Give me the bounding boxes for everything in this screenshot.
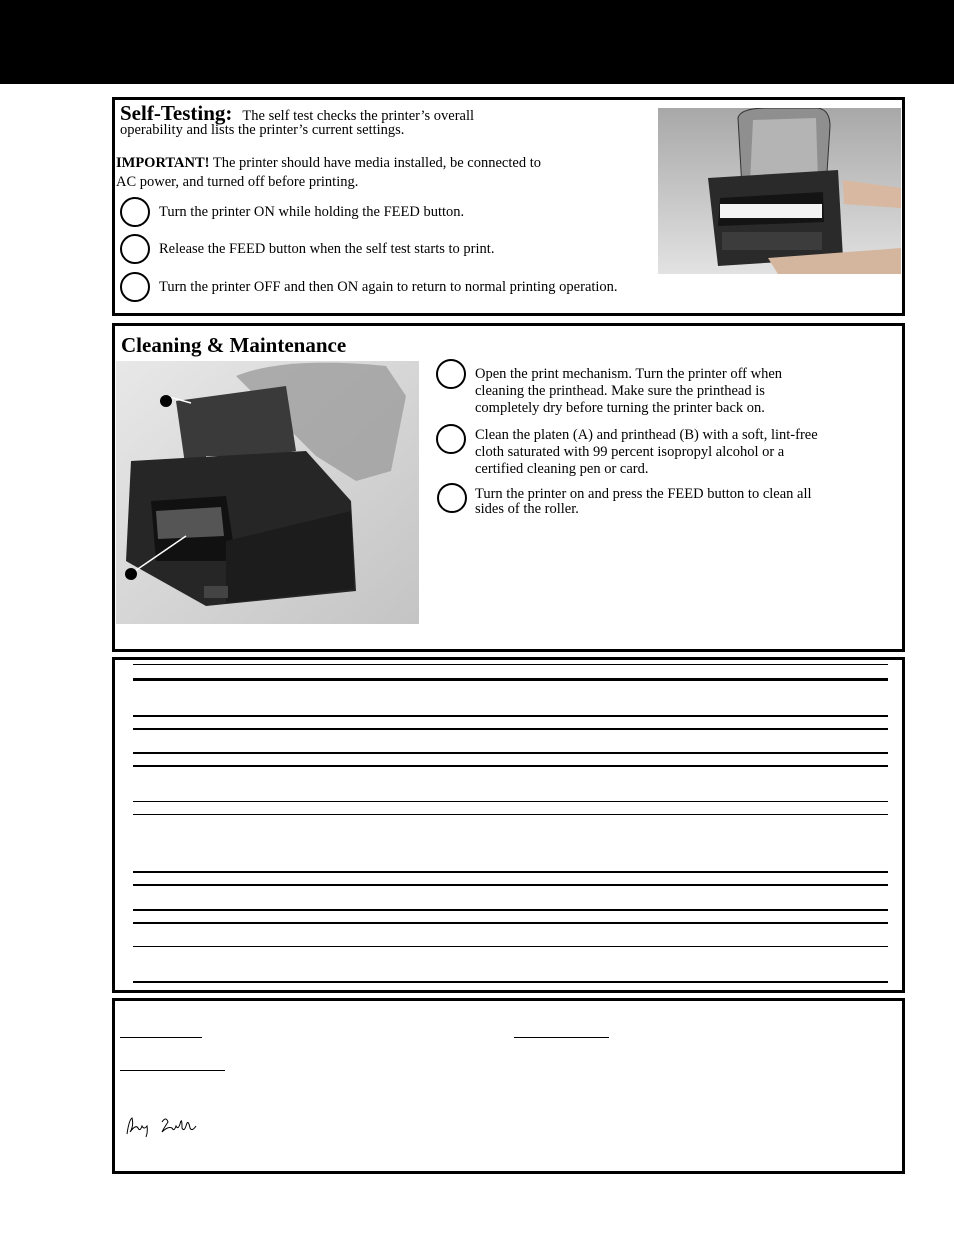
cleaning-step-circle-2 [436,424,466,454]
field-underline [514,1037,609,1038]
self-testing-intro-line2: operability and lists the printer’s current settings. [120,122,405,138]
important-text: The printer should have media installed, be connected to [209,155,541,171]
self-testing-intro: The self test checks the printer’s overall [242,108,475,124]
table-rule [133,909,888,911]
important-note [116,155,541,172]
self-testing-panel [112,97,905,316]
signature-panel [112,998,905,1174]
printer-open-photo [116,361,419,624]
step-circle-2 [120,234,150,264]
table-rule [133,922,888,924]
table-rule [133,664,888,665]
table-rule [133,801,888,802]
cleaning-step-2-line-3: certified cleaning pen or card. [475,461,649,477]
table-rule [133,678,888,681]
table-rule [133,871,888,873]
cleaning-step-2-line-1: Clean the platen (A) and printhead (B) with a soft, lint-free [475,427,818,443]
table-rule [133,765,888,767]
table-rule [133,715,888,717]
printer-self-test-photo [658,108,901,274]
handwritten-signature [124,1114,204,1140]
cleaning-step-3-line-2: sides of the roller. [475,501,579,517]
field-underline [120,1070,225,1071]
step-circle-3 [120,272,150,302]
table-rule [133,884,888,886]
cleaning-step-3 [475,487,895,517]
cleaning-step-1 [475,366,895,417]
table-rule [133,946,888,947]
self-test-step-1: Turn the printer ON while holding the FEED button. [159,204,465,220]
cleaning-step-circle-3 [437,483,467,513]
cleaning-step-1-line-3: completely dry before turning the printer back on. [475,400,765,416]
cleaning-step-2 [475,427,895,478]
self-test-step-2: Release the FEED button when the self test starts to print. [159,241,495,257]
header-bar [0,0,954,84]
important-label: IMPORTANT! [116,155,210,171]
important-text-line2: AC power, and turned off before printing. [116,174,359,190]
cleaning-step-circle-1 [436,359,466,389]
table-rule [133,728,888,730]
field-underline [120,1037,202,1038]
cleaning-step-1-line-2: cleaning the printhead. Make sure the printhead is [475,383,765,399]
cleaning-step-2-line-2: cloth saturated with 99 percent isopropyl alcohol or a [475,444,785,460]
cleaning-title: Cleaning & Maintenance [121,333,347,357]
ruled-table-panel [112,657,905,993]
table-rule [133,752,888,754]
cleaning-step-3-line-1: Turn the printer on and press the FEED button to clean all [475,486,812,502]
cleaning-panel [112,323,905,652]
table-rule [133,981,888,983]
table-rule [133,814,888,815]
step-circle-1 [120,197,150,227]
cleaning-step-1-line-1: Open the print mechanism. Turn the printer off when [475,366,782,382]
self-testing-title: Self-Testing: [120,101,233,125]
self-test-step-3: Turn the printer OFF and then ON again to return to normal printing operation. [159,279,618,295]
